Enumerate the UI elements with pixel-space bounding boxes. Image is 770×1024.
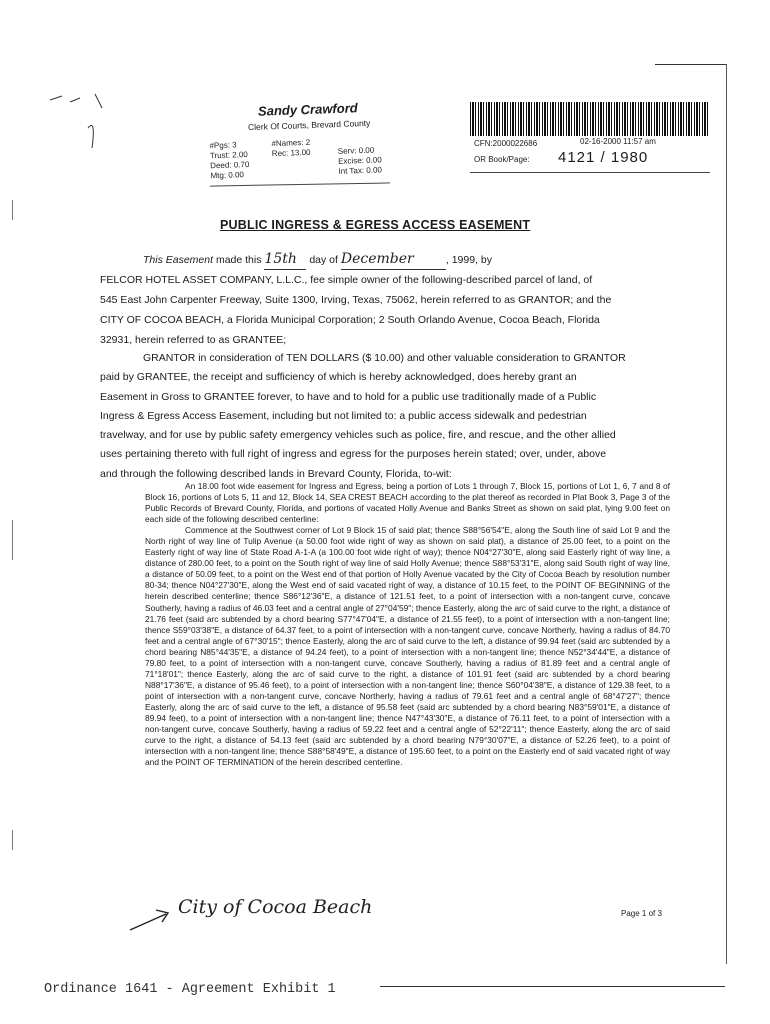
page-number: Page 1 of 3 <box>621 909 662 918</box>
handwritten-city-note: City of Cocoa Beach <box>178 896 373 918</box>
clerk-title: Clerk Of Courts, Brevard County <box>247 117 371 133</box>
fee-mtg: Mtg: 0.00 <box>210 170 245 181</box>
left-margin-mark <box>12 200 13 220</box>
intro-made: made this <box>215 254 262 266</box>
document-title: PUBLIC INGRESS & EGRESS ACCESS EASEMENT <box>220 218 531 232</box>
grant-line-7: and through the following described lands in Brevard County, Florida, to-wit: <box>100 467 452 480</box>
fee-pgs: #Pgs: 3 <box>209 140 237 151</box>
recording-date: 02-16-2000 11:57 am <box>580 137 656 146</box>
grant-line-1: GRANTOR in consideration of TEN DOLLARS ($ 10.00) and other valuable consideration to GRANTOR <box>143 352 626 364</box>
cfn-number: CFN:2000022686 <box>474 139 538 148</box>
legal-paragraph-2: Commence at the Southwest corner of Lot 9 Block 15 of said plat; thence S88°56'54"E, along the South line of said Lot 9 and the North right of way line of Tulip Avenue (a 50.00 foot wide right of way as shown on said plat), a distance of 25.00 feet, to a point on the Easterly right of way line of State Road A-1-A (a 100.00 foot wide right of way); thence N04°27'30"E, along said Easterly right of way line, a distance of 280.00 feet, to a point on the South right of way line of said Holly Avenue; thence S88°53'31"E, along said South right of way line, a distance of 50.09 feet, to a point on the West end of that portion of Holly Avenue vacated by the City of Cocoa Beach by resolution number 80-34; thence N04°27'30"E, along the West end of said vacated right of way, a distance of 10.15 feet, to the POINT OF BEGINNING of the herein described centerline; thence S86°12'36"E, a distance of 121.51 feet, to a point of intersection with a non-tangent curve, concave Southerly, having a radius of 46.03 feet and a central angle of 27°04'59"; thence Easterly, along the arc of said curve to the right, a distance of 21.76 feet (said arc subtended by a chord bearing S77°47'04"E, a distance of 21.55 feet), to a point of intersection with a non-tangent line; thence S59°03'38"E, a distance of 64.37 feet, to a point of intersection with a non-tangent curve, concave Northerly, having a radius of 84.70 feet and a central angle of 67°30'15"; thence Easterly, along the arc of said curve to the left, a distance of 99.94 feet (said arc subtended by a chord bearing N85°44'35"E, a distance of 94.24 feet), to a point of intersection with a non-tangent line; thence N52°34'44"E, a distance of 79.80 feet, to a point of intersection with a non-tangent curve, concave Southerly, having a radius of 81.89 feet and a central angle of 71°18'01"; thence Easterly, along the arc of said curve to the right, a distance of 101.91 feet (said arc subtended by a chord bearing N88°17'36"E, a distance of 95.46 feet), to a point of intersection with a non-tangent line; thence S60°04'38"E, a distance of 129.38 feet, to a point of intersection with a non-tangent curve, concave Northerly, having a radius of 79.61 feet and a central angle of 68°47'27"; thence Easterly, along the arc of said curve to the left, a distance of 95.58 feet (said arc subtended by a chord bearing N83°59'01"E, a distance of 89.94 feet), to a point of intersection with a non-tangent line; thence N47°43'30"E, a distance of 76.11 feet, to a point of intersection with a non-tangent curve, concave Southerly, having a radius of 59.22 feet and a central angle of 52°22'11"; thence Easterly, along the arc of said curve to the right, a distance of 54.13 feet (said arc subtended by a chord bearing N79°30'07"E, a distance of 52.26 feet), to a point of intersection with a non-tangent line; thence S88°58'49"E, a distance of 195.60 feet, to a point on the Easterly end of said vacated right of way and the POINT OF TERMINATION of the herein described centerline. <box>145 525 670 768</box>
right-border-line <box>726 64 727 964</box>
grant-line-6: uses pertaining thereto with full right of ingress and egress for the purposes herein stated; over, under, above <box>100 448 607 461</box>
fee-deed: Deed: 0.70 <box>210 159 250 171</box>
grant-line-3: Easement in Gross to GRANTEE forever, to have and to hold for a public use traditionally made of a Public <box>100 390 597 403</box>
fee-int-tax: Int Tax: 0.00 <box>338 165 383 176</box>
intro-paragraph <box>100 249 670 350</box>
footer-rule <box>380 986 725 987</box>
footer-label: Ordinance 1641 - Agreement Exhibit 1 <box>44 982 336 997</box>
grant-line-5: travelway, and for use by public safety emergency vehicles such as police, fire, and rescue, and the other allied <box>100 429 616 442</box>
intro-line-5: 32931, herein referred to as GRANTEE; <box>100 334 287 346</box>
intro-line-3: 545 East John Carpenter Freeway, Suite 1300, Irving, Texas, 75062, herein referred to as GRANTOR; and the <box>100 294 612 306</box>
barcode <box>470 102 708 136</box>
fee-names: #Names: 2 <box>271 137 311 149</box>
legal-paragraph-1: An 18.00 foot wide easement for Ingress and Egress, being a portion of Lots 1 through 7, Block 15, portions of Lot 1, 6, 7 and 8 of Block 16, portions of Lots 5, 11 and 12, Block 14, SEA CREST BEACH according to the plat thereof as recorded in Plat Book 3, Page 3 of the Public Records of Brevard County, Florida, and portions of vacated Holly Avenue and Banks Street as shown on said plat, lying 9.00 feet on each side of the following described centerline: <box>145 481 670 525</box>
clerk-name: Sandy Crawford <box>257 100 358 119</box>
intro-line-2: FELCOR HOTEL ASSET COMPANY, L.L.C., fee simple owner of the following-described parcel of land, of <box>100 274 593 286</box>
handwritten-day: 15th <box>264 249 306 270</box>
scribble-mark <box>40 88 120 158</box>
fee-trust: Trust: 2.00 <box>209 149 248 161</box>
fee-rec: Rec: 13.00 <box>271 147 311 159</box>
intro-line-1 <box>100 249 670 270</box>
or-book-page: 4121 / 1980 <box>558 149 649 166</box>
arrow-mark <box>126 900 176 934</box>
fee-excise: Excise: 0.00 <box>337 155 382 166</box>
left-margin-mark <box>12 520 13 560</box>
handwritten-month: December <box>341 249 446 270</box>
top-border-line <box>655 64 727 65</box>
grant-paragraph <box>100 349 670 484</box>
grant-line-4: Ingress & Egress Access Easement, including but not limited to: a public access sidewalk and pedestrian <box>100 409 587 422</box>
fee-block <box>209 135 400 182</box>
intro-lead: This Easement <box>143 254 214 266</box>
left-margin-mark <box>12 830 13 850</box>
barcode-underline <box>470 172 710 173</box>
intro-day-of: day of <box>309 254 338 266</box>
fee-serv: Serv: 0.00 <box>337 145 375 156</box>
header-underline <box>210 182 390 186</box>
legal-description <box>145 481 670 768</box>
intro-year: , 1999, by <box>445 254 492 266</box>
or-book-label: OR Book/Page: <box>474 155 530 164</box>
intro-line-4: CITY OF COCOA BEACH, a Florida Municipal Corporation; 2 South Orlando Avenue, Cocoa Beach, Florida <box>100 314 600 326</box>
grant-line-2: paid by GRANTEE, the receipt and sufficiency of which is hereby acknowledged, does hereby grant an <box>100 371 577 384</box>
